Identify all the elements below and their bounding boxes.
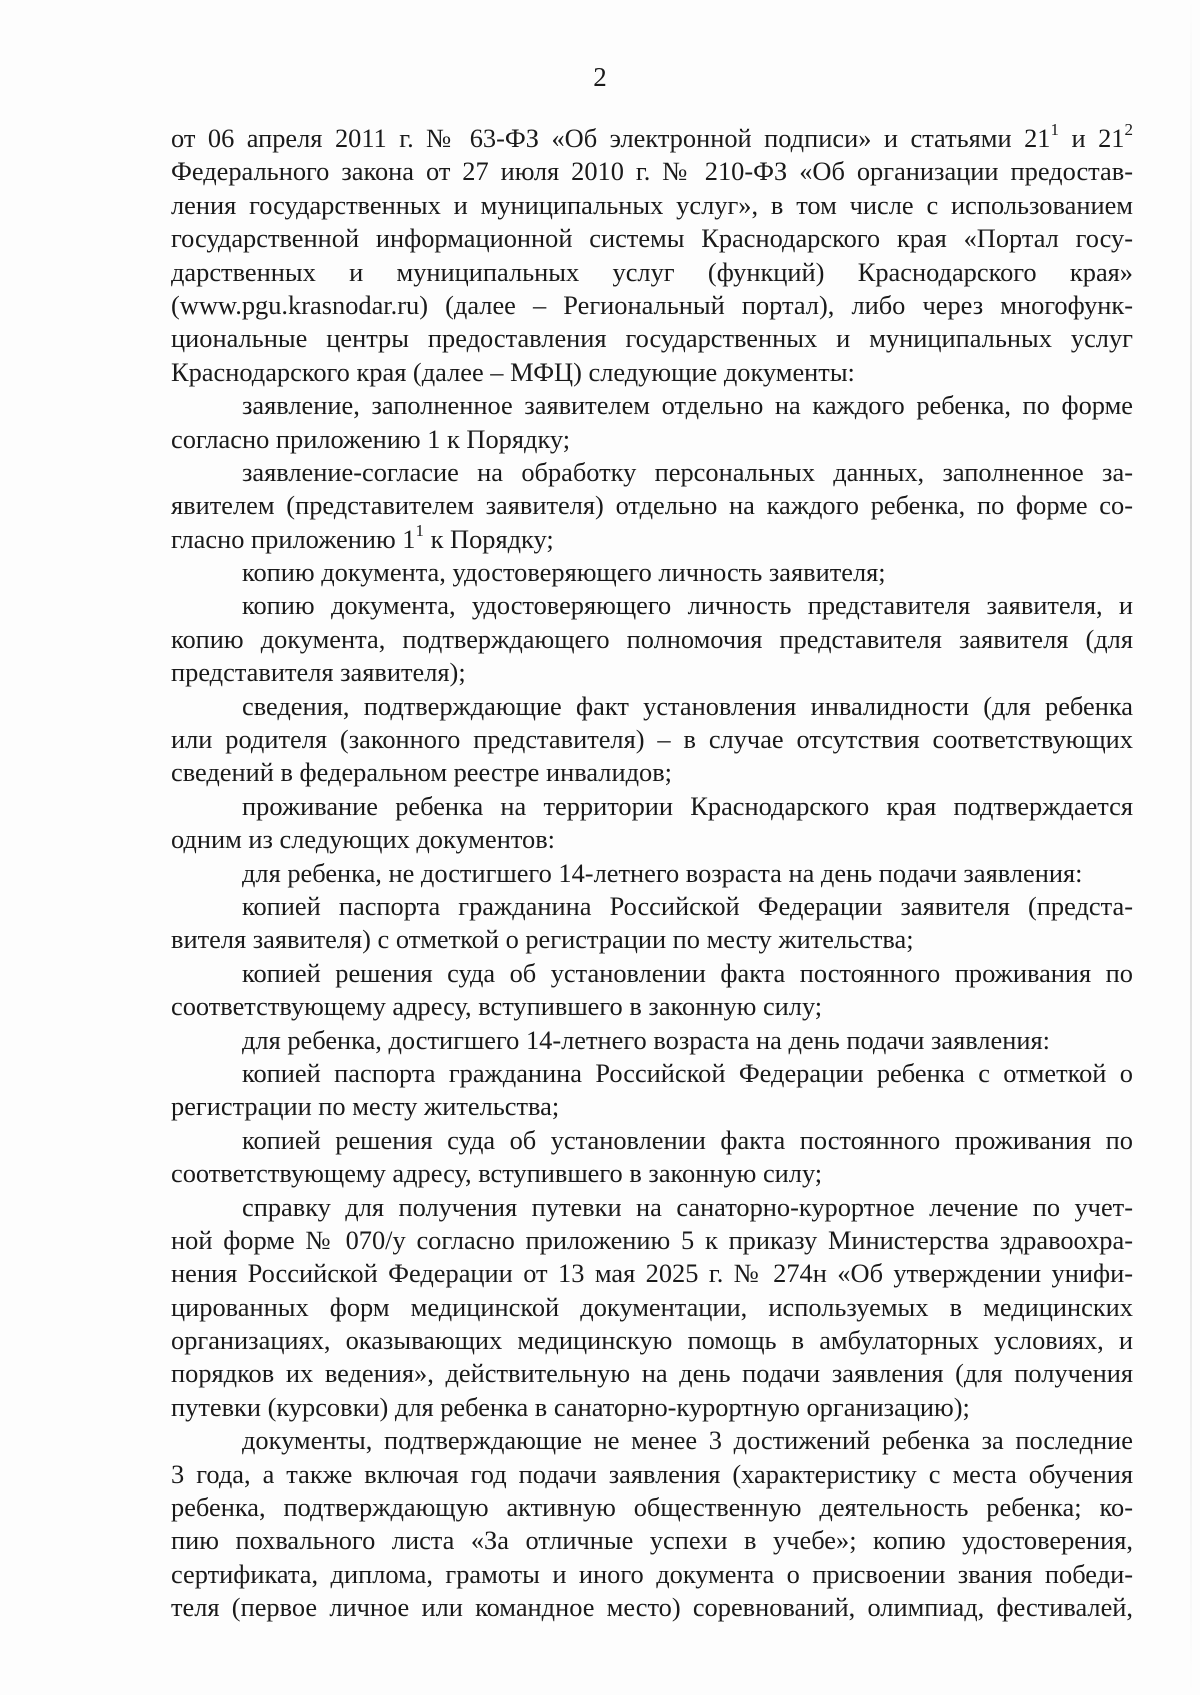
text-line-content: Федерального закона от 27 июля 2010 г. № 210-ФЗ «Об организации предостав- [171,156,1133,187]
text-line [171,823,1133,856]
text-line [171,122,1133,155]
text-line-content: заявление-согласие на обработку персональных данных, заполненное за- [242,456,1133,487]
text-line-content: от 06 апреля 2011 г. № 63-ФЗ «Об электронной подписи» и статьями 21 [171,123,1051,153]
text-line [171,1224,1133,1257]
superscript: 2 [1124,120,1133,140]
text-line-content: путевки (курсовки) для ребенка в санаторно-курортную организацию); [171,1391,970,1422]
text-line-content: заявление, заполненное заявителем отдельно на каждого ребенка, по форме [242,390,1133,421]
text-line-content: циональные центры предоставления государственных и муниципальных услуг [171,323,1133,354]
text-line [171,890,1133,923]
text-line [171,1191,1133,1224]
text-line [171,1391,1133,1424]
text-line [171,322,1133,355]
text-line [171,656,1133,689]
text-line-content: или родителя (законного представителя) – в случае отсутствия соответствующих [171,724,1133,755]
text-line [171,155,1133,188]
text-line-content: (www.pgu.krasnodar.ru) (далее – Региональный портал), либо через многофунк- [171,289,1133,320]
text-line-content: для ребенка, не достигшего 14-летнего возраста на день подачи заявления: [242,857,1083,888]
text-line-content: теля (первое личное или командное место) соревнований, олимпиад, фестивалей, [171,1592,1133,1623]
text-line [171,289,1133,322]
text-line [171,1090,1133,1123]
text-line-content: вителя заявителя) с отметкой о регистрации по месту жительства; [171,924,914,955]
superscript: 1 [415,520,424,540]
scan-edge [1190,0,1192,1695]
text-line-content: Краснодарского края (далее – МФЦ) следующие документы: [171,356,855,387]
text-line [171,589,1133,622]
text-line-content: гласно приложению 1 [171,523,416,554]
text-line-content: документы, подтверждающие не менее 3 достижений ребенка за последние [242,1425,1133,1456]
text-line [171,957,1133,990]
text-line-content: регистрации по месту жительства; [171,1091,560,1122]
text-line-tail: к Порядку; [424,523,554,554]
text-line-content: справку для получения путевки на санаторно-курортное лечение по учет- [242,1191,1133,1222]
text-line [171,1157,1133,1190]
text-line-content: копию документа, удостоверяющего личность представителя заявителя, и [242,590,1133,621]
text-line [171,1024,1133,1057]
text-line [171,990,1133,1023]
text-line-content: ной форме № 070/у согласно приложению 5 к приказу Министерства здравоохра- [171,1224,1133,1255]
text-line-content: сведений в федеральном реестре инвалидов; [171,757,672,788]
text-line-content: государственной информационной системы Краснодарского края «Портал госу- [171,223,1133,254]
text-line-content: явителем (представителем заявителя) отдельно на каждого ребенка, по форме со- [171,490,1133,521]
text-line [171,520,1133,556]
text-line [171,556,1133,589]
text-line [171,857,1133,890]
text-line-content: копию документа, подтверждающего полномочия представителя заявителя (для [171,623,1133,654]
text-line [171,1324,1133,1357]
text-line [171,690,1133,723]
text-line-content: организациях, оказывающих медицинскую помощь в амбулаторных условиях, и [171,1325,1133,1356]
page-number: 2 [593,62,607,92]
text-line-content: для ребенка, достигшего 14-летнего возраста на день подачи заявления: [242,1024,1050,1055]
text-line [171,1558,1133,1591]
text-line [171,1524,1133,1557]
text-line [171,356,1133,389]
text-line [171,623,1133,656]
text-line-content: нения Российской Федерации от 13 мая 2025 г. № 274н «Об утверждении унифи- [171,1258,1133,1289]
document-body [171,122,1133,1625]
text-line-content: соответствующему адресу, вступившего в законную силу; [171,991,823,1022]
text-line-content: согласно приложению 1 к Порядку; [171,423,571,454]
text-line [171,756,1133,789]
text-line-content: копию документа, удостоверяющего личность заявителя; [242,557,886,588]
text-line [171,1424,1133,1457]
text-line [171,923,1133,956]
text-line-content: 3 года, а также включая год подачи заявления (характеристику с места обучения [171,1458,1133,1489]
text-line-content: дарственных и муниципальных услуг (функций) Краснодарского края» [171,256,1133,287]
text-line-content: ления государственных и муниципальных услуг», в том числе с использованием [171,189,1133,220]
text-line-tail: и 21 [1059,123,1125,153]
text-line-content: пию похвального листа «За отличные успехи в учебе»; копию удостоверения, [171,1525,1133,1556]
text-line-content: копией решения суда об установлении факта постоянного проживания по [242,957,1133,988]
text-line [171,1057,1133,1090]
text-line [171,1491,1133,1524]
text-line-content: сертификата, диплома, грамоты и иного документа о присвоении звания победи- [171,1558,1133,1589]
text-line-content: копией паспорта гражданина Российской Федерации заявителя (предста- [242,890,1133,921]
text-line [171,189,1133,222]
text-line [171,1291,1133,1324]
text-line [171,256,1133,289]
text-line-content: соответствующему адресу, вступившего в законную силу; [171,1158,823,1189]
text-line-content: копией решения суда об установлении факта постоянного проживания по [242,1124,1133,1155]
text-line-content: проживание ребенка на территории Краснодарского края подтверждается [242,790,1133,821]
text-line [171,1357,1133,1390]
text-line [171,1257,1133,1290]
text-line [171,423,1133,456]
superscript: 1 [1050,120,1059,140]
text-line-content: одним из следующих документов: [171,824,556,855]
text-line-content: цированных форм медицинской документации, используемых в медицинских [171,1291,1133,1322]
text-line [171,222,1133,255]
text-line [171,1124,1133,1157]
text-line [171,723,1133,756]
text-line [171,456,1133,489]
text-line [171,389,1133,422]
text-line-content: ребенка, подтверждающую активную общественную деятельность ребенка; ко- [171,1492,1133,1523]
text-line-content: сведения, подтверждающие факт установления инвалидности (для ребенка [242,690,1133,721]
text-line-content: порядков их ведения», действительную на день подачи заявления (для получения [171,1358,1133,1389]
text-line-content: копией паспорта гражданина Российской Федерации ребенка с отметкой о [242,1057,1133,1088]
text-line [171,1458,1133,1491]
text-line [171,489,1133,522]
text-line [171,790,1133,823]
text-line-content: представителя заявителя); [171,657,466,688]
text-line [171,1591,1133,1624]
